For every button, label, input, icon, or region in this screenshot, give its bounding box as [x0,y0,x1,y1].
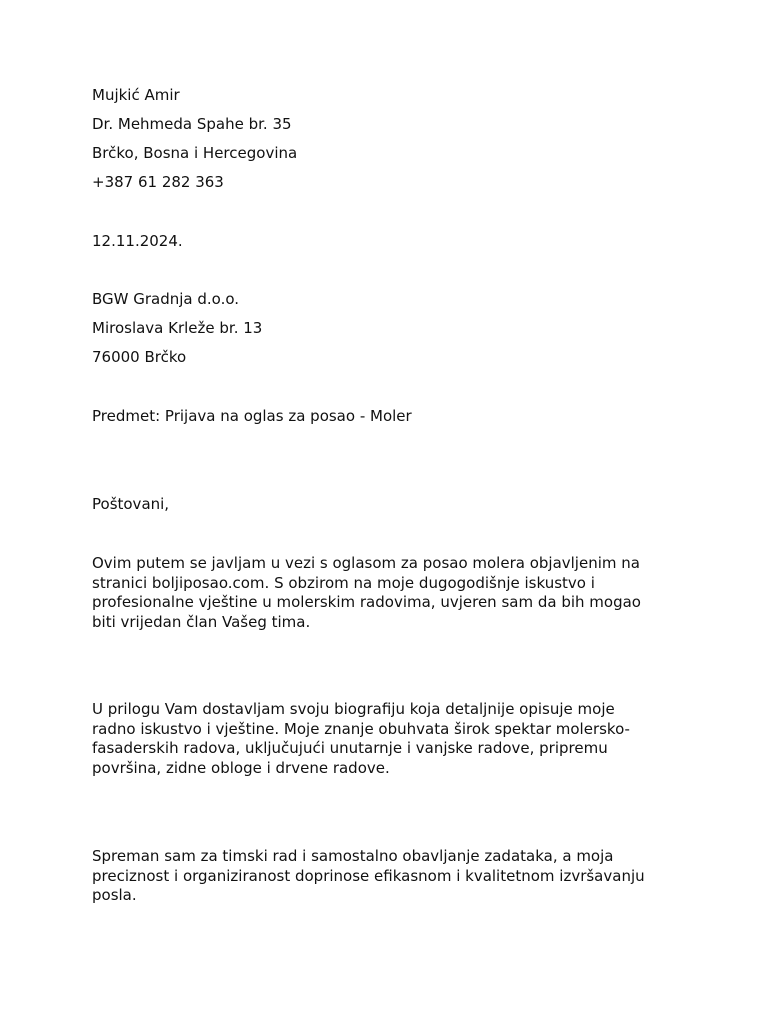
salutation: Poštovani, [92,495,170,513]
paragraph-line: površina, zidne obloge i drvene radove. [92,758,390,777]
paragraph-line: Ovim putem se javljam u vezi s oglasom za posao molera objavljenim na [92,554,640,572]
paragraph-line: fasaderskih radova, uključujući unutarnje i vanjske radove, pripremu [92,739,608,758]
paragraph-line: preciznost i organiziranost doprinose efikasnom i kvalitetnom izvršavanju [92,866,645,885]
body-paragraph-1 [92,554,672,632]
letter-subject: Predmet: Prijava na oglas za posao - Moler [92,407,412,425]
body-paragraph-2 [92,700,672,778]
paragraph-line: posla. [92,886,137,905]
sender-name: Mujkić Amir [92,86,180,104]
recipient-company: BGW Gradnja d.o.o. [92,290,240,308]
letter-date: 12.11.2024. [92,232,183,250]
recipient-street: Miroslava Krleže br. 13 [92,319,263,337]
paragraph-line: Spreman sam za timski rad i samostalno obavljanje zadataka, a moja [92,847,614,865]
paragraph-line: biti vrijedan član Vašeg tima. [92,612,311,631]
sender-city: Brčko, Bosna i Hercegovina [92,144,298,162]
paragraph-line: U prilogu Vam dostavljam svoju biografiju koja detaljnije opisuje moje [92,700,615,718]
body-paragraph-3 [92,847,672,906]
paragraph-line: radno iskustvo i vještine. Moje znanje obuhvata širok spektar molersko- [92,719,630,738]
paragraph-line: stranici boljiposao.com. S obzirom na moje dugogodišnje iskustvo i [92,573,595,592]
recipient-city: 76000 Brčko [92,348,187,366]
sender-street: Dr. Mehmeda Spahe br. 35 [92,115,292,133]
paragraph-line: profesionalne vještine u molerskim radovima, uvjeren sam da bih mogao [92,593,641,612]
sender-phone: +387 61 282 363 [92,173,224,191]
